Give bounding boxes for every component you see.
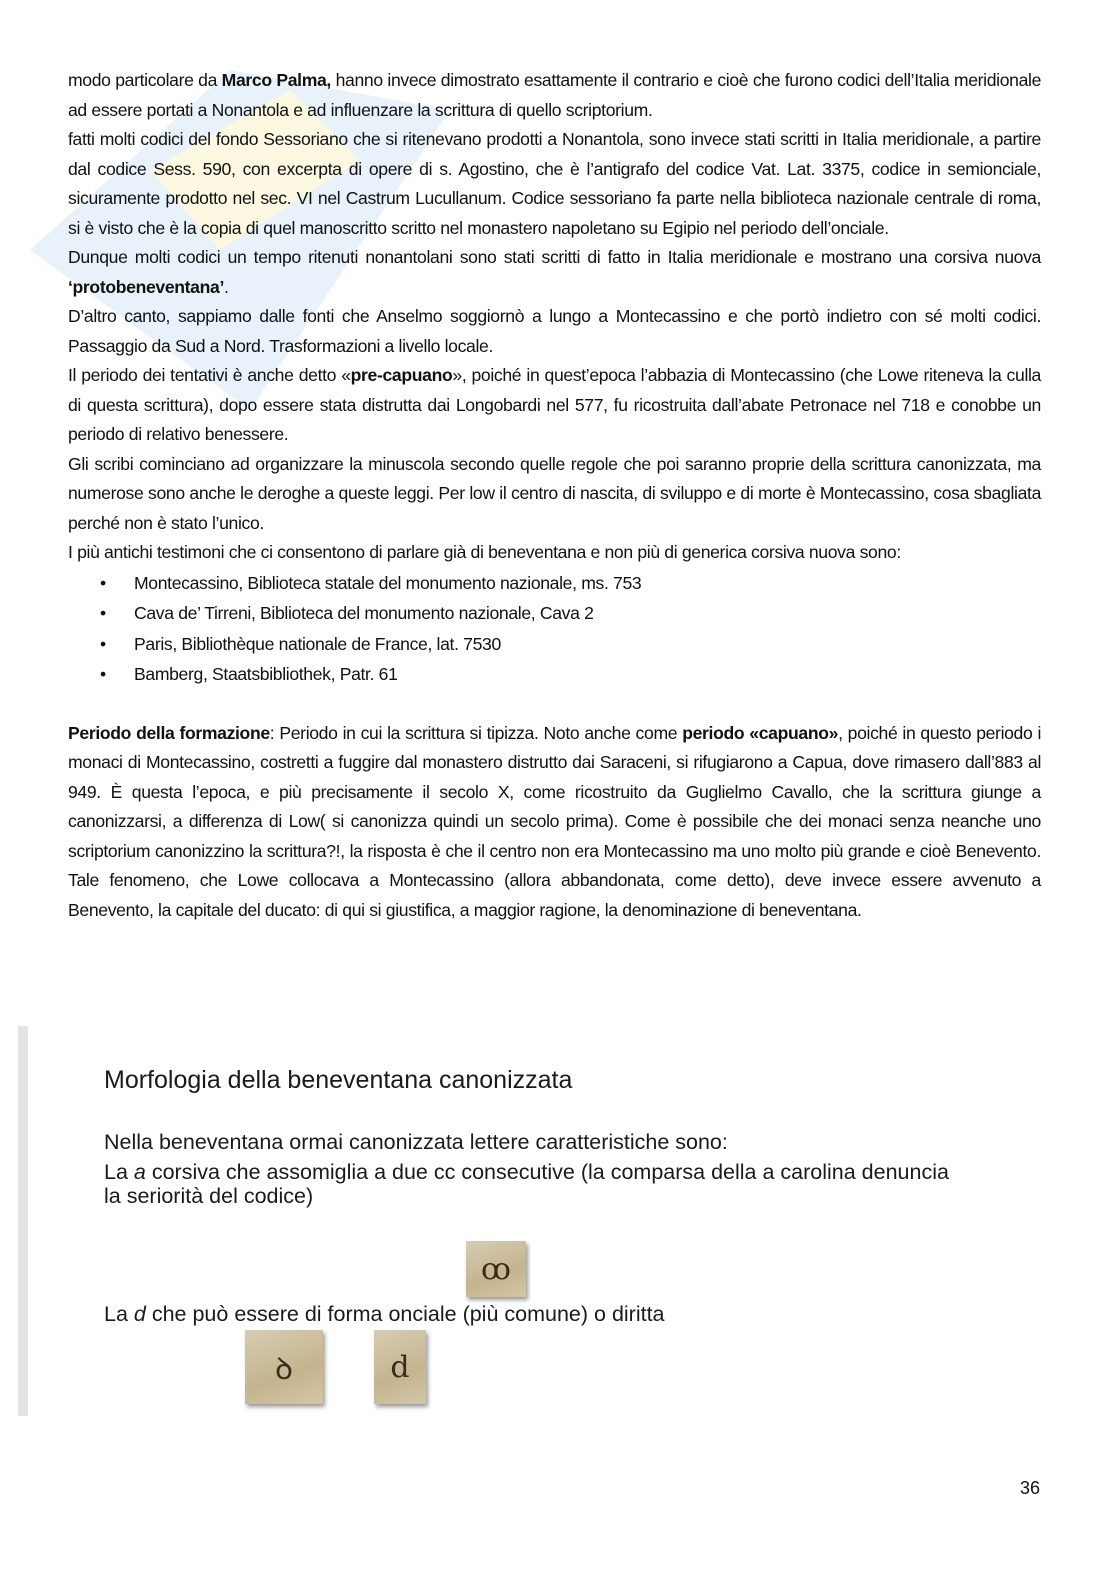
text: Gli scribi cominciano ad organizzare la minuscola secondo quelle regole che poi saranno proprie della scrittura canonizzata, ma numerose sono anche le deroghe a queste leggi. Per low il centro di nascita, di sviluppo e di morte è Montecassino, cosa sbagliata perché non è stato l’unico.	[68, 453, 1041, 533]
text: modo particolare da	[68, 70, 222, 90]
manuscript-sample-d-uncial	[245, 1330, 323, 1404]
text: .	[223, 276, 229, 297]
sample-glyph: d	[390, 1349, 410, 1385]
text: , poiché in questo periodo i monaci di Montecassino, costretti a fuggire dal monastero distrutto dai Saraceni, si rifugiarono a Capua, dove rimasero dall’883 al 949. È questa l’epoca, e più precisamente il secolo X, come ricostruito da Guglielmo Cavallo, che la scrittura giunge a canonizzarsi, a differenza di Low( si canonizza quindi un secolo prima). Come è possibile che dei monaci senza neanche uno scriptorium canonizzino la scrittura?!, la risposta è che il centro non era Montecassino ma uno molto più grande e cioè Benevento. Tale fenomeno, che Lowe collocava a Montecassino (allora abbandonata, come detto), deve invece essere avvenuto a Benevento, la capitale del ducato: di qui si giustifica, a maggior ragione, la denominazione di beneventana.	[68, 722, 1042, 920]
sample-glyph: ꝏ	[481, 1251, 511, 1287]
manuscript-sample-a	[466, 1241, 526, 1297]
text: fatti molti codici del fondo Sessoriano che si ritenevano prodotti a Nonantola, sono invece stati scritti in Italia meridionale, a partire dal codice Sess. 590, con excerpta di opere di s. Agostino, che è l’antigrafo del codice Vat. Lat. 3375, codice in semionciale, sicuramente prodotto nel sec. VI nel Castrum Lucullanum. Codice sessoriano fa parte nella biblioteca nazionale centrale di roma, si è visto che è la copia di quel manoscritto scritto nel monastero napoletano su Egipio nel periodo dell’onciale.	[68, 129, 1041, 238]
slide-line: Nella beneventana ormai canonizzata lettere caratteristiche sono:	[104, 1130, 728, 1154]
text: Il periodo dei tentativi è anche detto «	[68, 365, 351, 385]
list-item: • Montecassino, Biblioteca statale del monumento nazionale, ms. 753	[134, 568, 1041, 599]
paragraph	[68, 450, 1041, 539]
document-body	[68, 66, 1041, 925]
slide-body	[104, 1130, 954, 1214]
bold-text: Periodo della formazione	[68, 722, 270, 743]
text: Dunque molti codici un tempo ritenuti nonantolani sono stati scritti di fatto in Italia meridionale e mostrano una corsiva nuova	[68, 247, 1041, 267]
slide-body-d	[104, 1302, 954, 1332]
bold-text: ‘protobeneventana’	[68, 276, 224, 297]
paragraph	[68, 719, 1041, 926]
text: La	[104, 1160, 134, 1184]
paragraph	[68, 538, 1041, 568]
paragraph	[68, 66, 1041, 125]
paragraph	[68, 361, 1041, 450]
text: La	[104, 1302, 134, 1326]
text: I più antichi testimoni che ci consentono di parlare già di beneventana e non più di generica corsiva nuova sono:	[68, 542, 901, 562]
paragraphs	[68, 66, 1041, 568]
sample-glyph: ꝺ	[275, 1351, 293, 1387]
text: corsiva che assomiglia a due cc consecutive (la comparsa della a carolina denuncia la seriorità del codice)	[104, 1160, 949, 1208]
slide-title: Morfologia della beneventana canonizzata	[104, 1066, 573, 1094]
page-number: 36	[1020, 1478, 1041, 1498]
paragraph	[68, 302, 1041, 361]
bold-text: periodo «capuano»	[682, 722, 839, 743]
list-item: • Bamberg, Staatsbibliothek, Patr. 61	[134, 659, 1041, 690]
list-item: • Paris, Bibliothèque nationale de France, lat. 7530	[134, 629, 1041, 660]
text: : Periodo in cui la scrittura si tipizza. Noto anche come	[269, 722, 683, 743]
text: d	[133, 1302, 146, 1326]
text: che può essere di forma onciale (più comune) o diritta	[145, 1302, 665, 1326]
paragraph	[68, 243, 1041, 302]
manuscript-sample-d-straight	[374, 1330, 426, 1404]
text: D’altro canto, sappiamo dalle fonti che Anselmo soggiornò a lungo a Montecassino e che portò indietro con sé molti codici. Passaggio da Sud a Nord. Trasformazioni a livello locale.	[68, 306, 1041, 356]
slide-line	[104, 1302, 954, 1326]
witness-list	[68, 568, 1041, 690]
paragraph	[68, 125, 1041, 243]
text: a	[133, 1160, 146, 1184]
bold-text: Marco Palma,	[221, 70, 331, 90]
text: hanno invece dimostrato esattamente il contrario e cioè che furono codici dell’Italia meridionale ad essere portati a Nonantola e ad influenzare la scrittura di quello scriptorium.	[68, 70, 1042, 120]
slide-border	[18, 1026, 28, 1416]
list-item: • Cava de’ Tirreni, Biblioteca del monumento nazionale, Cava 2	[134, 598, 1041, 629]
paragraph-formazione	[68, 719, 1041, 926]
text: », poiché in quest’epoca l’abbazia di Montecassino (che Lowe riteneva la culla di questa scrittura), dopo essere stata distrutta dai Longobardi nel 577, fu ricostruita dall’abate Petronace nel 718 e conobbe un periodo di relativo benessere.	[68, 365, 1041, 444]
bold-text: pre-capuano	[350, 365, 453, 385]
slide-image	[18, 1026, 1018, 1416]
slide-line	[104, 1160, 954, 1208]
